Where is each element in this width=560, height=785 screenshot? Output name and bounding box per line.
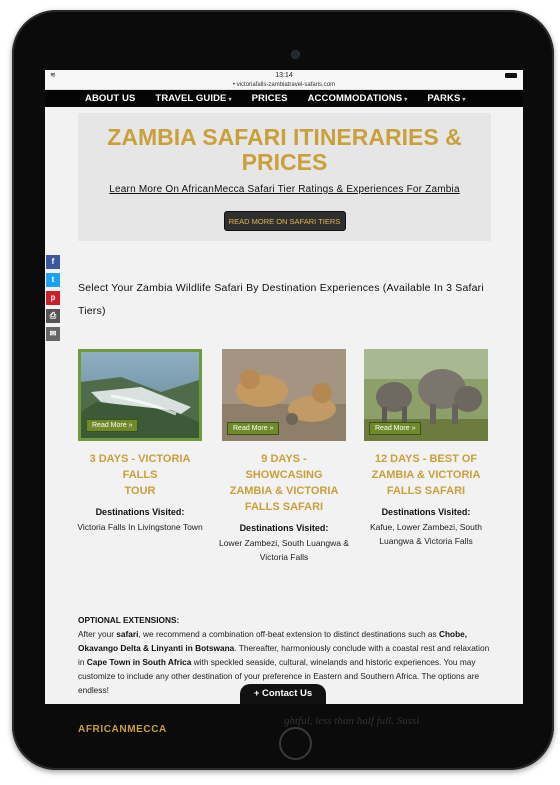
hero-banner <box>78 113 491 241</box>
url-text: victoriafalls-zambiatravel-safaris.com <box>236 82 336 88</box>
read-more-button[interactable]: Read More » <box>227 422 279 435</box>
clock: 13:14 <box>275 72 293 79</box>
browser-screen <box>45 70 523 735</box>
ext-bold: Cape Town in South Africa <box>86 657 192 667</box>
footer-brand: AFRICANMECCA <box>78 724 167 735</box>
read-more-button[interactable]: Read More » <box>86 419 138 432</box>
print-icon[interactable]: ⎙ <box>46 309 60 323</box>
nav-parks[interactable] <box>427 93 465 104</box>
page-content <box>45 107 523 735</box>
destinations-label: Destinations Visited: <box>239 523 329 533</box>
nav-about-us[interactable] <box>85 93 135 104</box>
destinations-value: Victoria Falls In Livingstone Town <box>77 522 203 532</box>
share-bar <box>46 255 60 345</box>
pinterest-icon[interactable]: p <box>46 291 60 305</box>
elephants-photo[interactable] <box>364 349 488 441</box>
nav-label: TRAVEL GUIDE <box>155 93 227 104</box>
ext-bold: safari <box>116 629 139 639</box>
nav-accommodations[interactable] <box>308 93 408 104</box>
chevron-down-icon: ▾ <box>462 97 466 103</box>
ext-bold: Chobe, Okavango Delta & Linyanti in Botswana <box>78 629 468 653</box>
nav-label: PARKS <box>427 93 461 104</box>
intro-text: Select Your Zambia Wildlife Safari By Destination Experiences (Available In 3 Safari Tiers) <box>78 282 484 317</box>
card-title[interactable]: 9 DAYS - SHOWCASING ZAMBIA & VICTORIA FALLS SAFARI <box>229 453 339 513</box>
footer-preview <box>78 715 490 739</box>
main-nav <box>45 90 523 107</box>
contact-us-button[interactable]: + Contact Us <box>240 684 326 704</box>
lock-icon: • <box>232 82 236 88</box>
ext-text: with speckled seaside, cultural, winelands and historic experiences. You may customize to include any other destination of your preference in Eastern and Southern Africa. The options are endless! <box>78 657 480 695</box>
extensions-heading: OPTIONAL EXTENSIONS: <box>78 615 180 625</box>
card-title-line: TOUR <box>124 485 156 497</box>
page-title: ZAMBIA SAFARI ITINERARIES & PRICES <box>107 124 462 175</box>
lions-photo[interactable] <box>222 349 346 441</box>
nav-prices[interactable] <box>252 93 288 104</box>
camera-icon <box>291 50 300 59</box>
chevron-down-icon: ▾ <box>404 97 408 103</box>
testimonial-quote: ghtful, less than half full. Sussi <box>284 715 420 727</box>
itinerary-card[interactable] <box>219 349 349 564</box>
read-more-tiers-button[interactable]: READ MORE ON SAFARI TIERS <box>224 211 346 231</box>
url-bar[interactable] <box>45 81 523 90</box>
ext-text: After your <box>78 629 117 639</box>
card-title[interactable]: 12 DAYS - BEST OF ZAMBIA & VICTORIA FALLS SAFARI <box>371 453 481 497</box>
itinerary-card[interactable] <box>75 349 205 534</box>
ext-text: . Thereafter, harmoniously conclude with a coastal rest and relaxation in <box>78 643 490 667</box>
nav-label: ACCOMMODATIONS <box>307 93 403 104</box>
nav-label: ABOUT US <box>85 93 136 104</box>
nav-travel-guide[interactable] <box>155 93 231 104</box>
card-title[interactable] <box>75 451 205 499</box>
card-title-line: 3 DAYS - VICTORIA FALLS <box>89 453 191 481</box>
mail-icon[interactable]: ✉ <box>46 327 60 341</box>
itinerary-card[interactable] <box>361 349 491 548</box>
twitter-icon[interactable]: t <box>46 273 60 287</box>
wifi-icon: ≋ <box>50 72 56 79</box>
safari-tier-link[interactable]: Learn More On AfricanMecca Safari Tier Ratings & Experiences For Zambia <box>109 184 460 195</box>
battery-icon <box>505 73 517 78</box>
destinations-value: Lower Zambezi, South Luangwa & Victoria Falls <box>219 538 349 562</box>
read-more-button[interactable]: Read More » <box>369 422 421 435</box>
destinations-label: Destinations Visited: <box>95 507 185 517</box>
waterfall-photo[interactable] <box>78 349 202 441</box>
chevron-down-icon: ▾ <box>228 97 232 103</box>
nav-label: PRICES <box>251 93 288 104</box>
destinations-label: Destinations Visited: <box>381 507 471 517</box>
destinations-value: Kafue, Lower Zambezi, South Luangwa & Victoria Falls <box>370 522 482 546</box>
status-bar <box>45 70 523 81</box>
ext-text: , we recommend a combination off-beat extension to distinct destinations such as <box>138 629 439 639</box>
facebook-icon[interactable]: f <box>46 255 60 269</box>
